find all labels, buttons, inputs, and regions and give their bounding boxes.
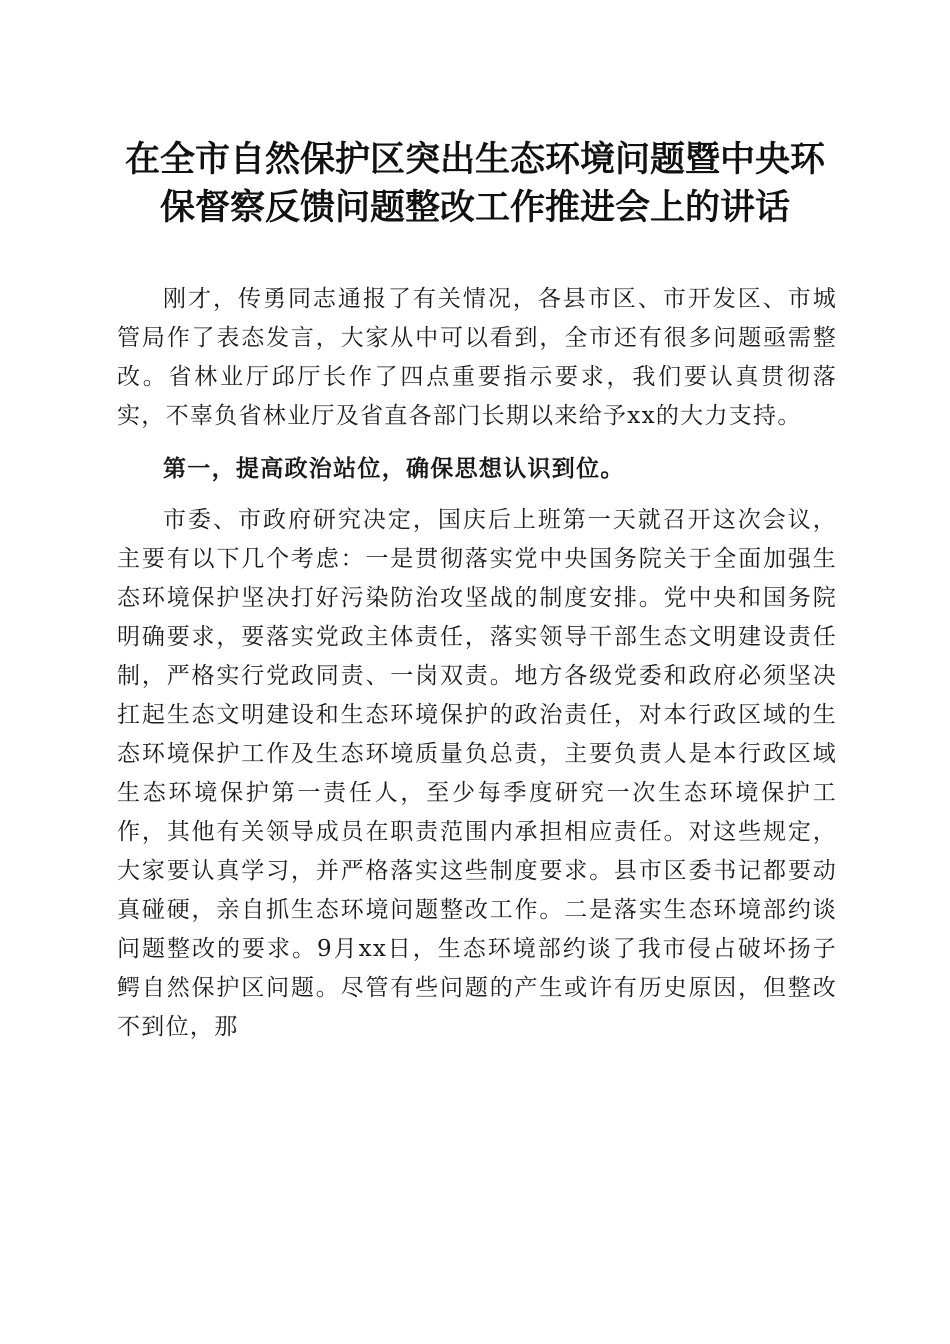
document-title [110, 136, 840, 232]
title-line-1: 在全市自然保护区突出生态环境问题暨中央环 [124, 139, 825, 180]
paragraph-section-one: 市委、市政府研究决定，国庆后上班第一天就召开这次会议，主要有以下几个考虑：一是贯彻落实党中央国务院关于全面加强生态环境保护坚决打好污染防治攻坚战的制度安排。党中央和国务院明确要求，要落实党政主体责任，落实领导干部生态文明建设责任制，严格实行党政同责、一岗双责。地方各级党委和政府必须坚决扛起生态文明建设和生态环境保护的政治责任，对本行政区域的生态环境保护工作及生态环境质量负总责，主要负责人是本行政区域生态环境保护第一责任人，至少每季度研究一次生态环境保护工作，其他有关领导成员在职责范围内承担相应责任。对这些规定，大家要认真学习，并严格落实这些制度要求。县市区委书记都要动真碰硬，亲自抓生态环境问题整改工作。二是落实生态环境部约谈问题整改的要求。9月xx日，生态环境部约谈了我市侵占破坏扬子鳄自然保护区问题。尽管有些问题的产生或许有历史原因，但整改不到位，那 [117, 507, 837, 1040]
title-line-2: 保督察反馈问题整改工作推进会上的讲话 [159, 187, 790, 228]
document-body [117, 280, 837, 1047]
section-heading-first: 第一，提高政治站位，确保思想认识到位。 [163, 455, 625, 482]
paragraph-intro: 刚才，传勇同志通报了有关情况，各县市区、市开发区、市城管局作了表态发言，大家从中可以看到，全市还有很多问题亟需整改。省林业厅邱厅长作了四点重要指示要求，我们要认真贯彻落实，不辜负省林业厅及省直各部门长期以来给予xx的大力支持。 [117, 286, 837, 429]
